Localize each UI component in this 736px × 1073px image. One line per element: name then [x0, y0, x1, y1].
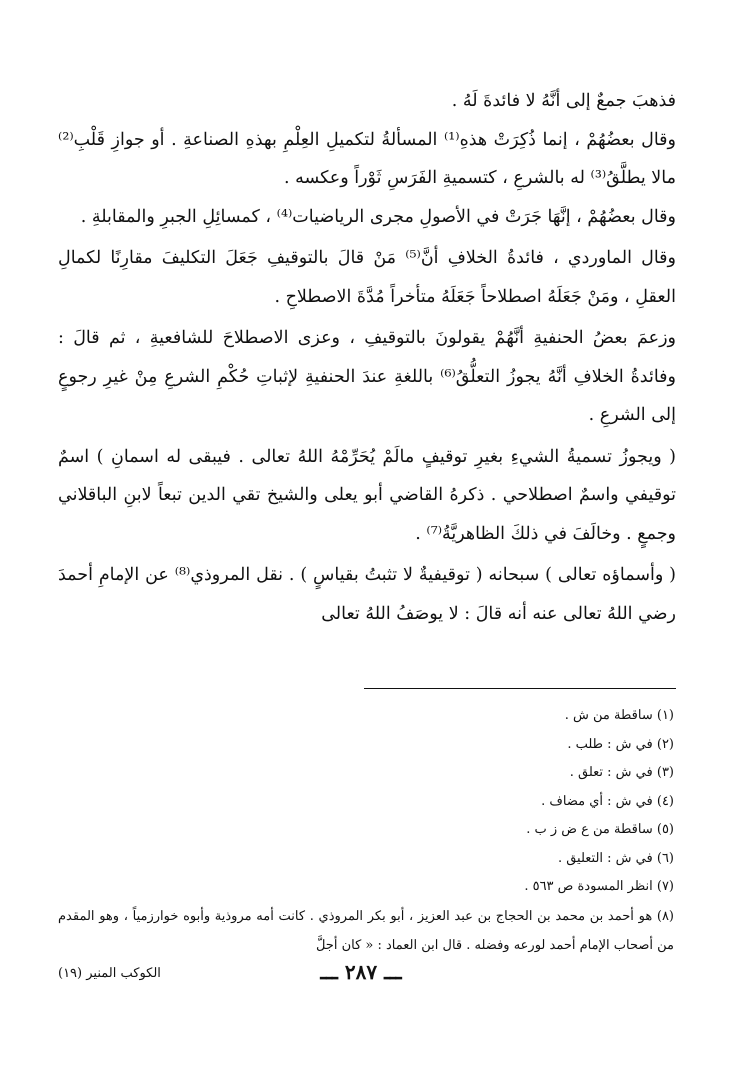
page-footer	[58, 960, 664, 990]
footnote-8: (٨) هو أحمد بن محمد بن الحجاج بن عبد العزيز ، أبو بكر المروذي . كانت أمه مروذية وأبوه خوارزمياً ، وهو المقدم من أصحاب الإمام أحمد لورعه وفضله . قال ابن العماد : « كان أجلَّ	[58, 908, 674, 953]
paragraph-2: وقال بعضُهُمْ ، إنما ذُكِرَتْ هذهِ⁽¹⁾ المسألةُ لتكميلِ العِلْمِ بهذهِ الصناعةِ . أو جوازِ قَلْبِ⁽²⁾ مالا يطلَّقُ⁽³⁾ له بالشرعِ ، كتسميةِ الفَرَسِ ثَوْراً وعكسه .	[58, 129, 676, 188]
footnote-5: (٥) ساقطة من ع ض ز ب .	[526, 822, 674, 837]
footnote-separator	[364, 688, 676, 689]
footnote-3: (٣) في ش : تعلق .	[569, 765, 674, 780]
footnote-1: (١) ساقطة من ش .	[564, 708, 674, 723]
page-number: ـــ ٢٨٧ ـــ	[320, 960, 402, 984]
book-signature: الكوكب المنير (١٩)	[58, 966, 161, 981]
footnote-7: (٧) انظر المسودة ص ٥٦٣ .	[524, 879, 674, 894]
footnotes	[58, 702, 674, 960]
paragraph-4: وقال الماوردي ، فائدةُ الخلافِ أنَّ⁽⁵⁾ مَنْ قالَ بالتوقيفِ جَعَلَ التكليفَ مقارِنًا لكمالِ العقلِ ، ومَنْ جَعَلَهُ اصطلاحاً جَعَلَهُ متأخراً مُدَّةَ الاصطلاحِ .	[58, 248, 676, 307]
footnote-4: (٤) في ش : أي مضاف .	[541, 793, 674, 809]
paragraph-1: فذهبَ جمعٌ إلى أنَّهُ لا فائدةَ لَهُ .	[451, 91, 676, 111]
footnote-2: (٢) في ش : طلب .	[567, 736, 674, 752]
paragraph-3: وقال بعضُهُمْ ، إنَّهَا جَرَتْ في الأصولِ مجرى الرياضيات⁽⁴⁾ ، كمسائِلِ الجبرِ والمقابلةِ .	[80, 206, 676, 227]
footnote-6: (٦) في ش : التعليق .	[557, 850, 674, 866]
paragraph-5: وزعمَ بعضُ الحنفيةِ أنَّهُمْ يقولونَ بالتوقيفِ ، وعزى الاصطلاحَ للشافعيةِ ، ثم قالَ : وفائدةُ الخلافِ أنَّهُ يجوزُ التعلُّقُ⁽⁶⁾ باللغةِ عندَ الحنفيةِ لإثباتِ حُكْمِ الشرعِ مِنْ غيرِ رجوعٍ إلى الشرعِ .	[58, 328, 677, 425]
paragraph-7: ( وأسماؤه تعالى ) سبحانه ( توقيفيةٌ لا تثبتُ بقياسٍ ) . نقل المروذي⁽⁸⁾ عن الإمامِ أحمدَ رضي اللهُ تعالى عنه أنه قالَ : لا يوصَفُ اللهُ تعالى	[58, 565, 676, 624]
main-text	[58, 82, 676, 633]
paragraph-6: ( ويجوزُ تسميةُ الشيءِ بغيرِ توقيفٍ مالَمْ يُحَرِّمْهُ اللهُ تعالى . فيبقى له اسمانِ ) اسمٌ توقيفي واسمٌ اصطلاحي . ذكرهُ القاضي أبو يعلى والشيخ تقي الدين تبعاً لابنِ الباقلاني وجمعٍ . وخالَفَ في ذلكَ الظاهريَّةُ⁽⁷⁾ .	[58, 446, 676, 544]
